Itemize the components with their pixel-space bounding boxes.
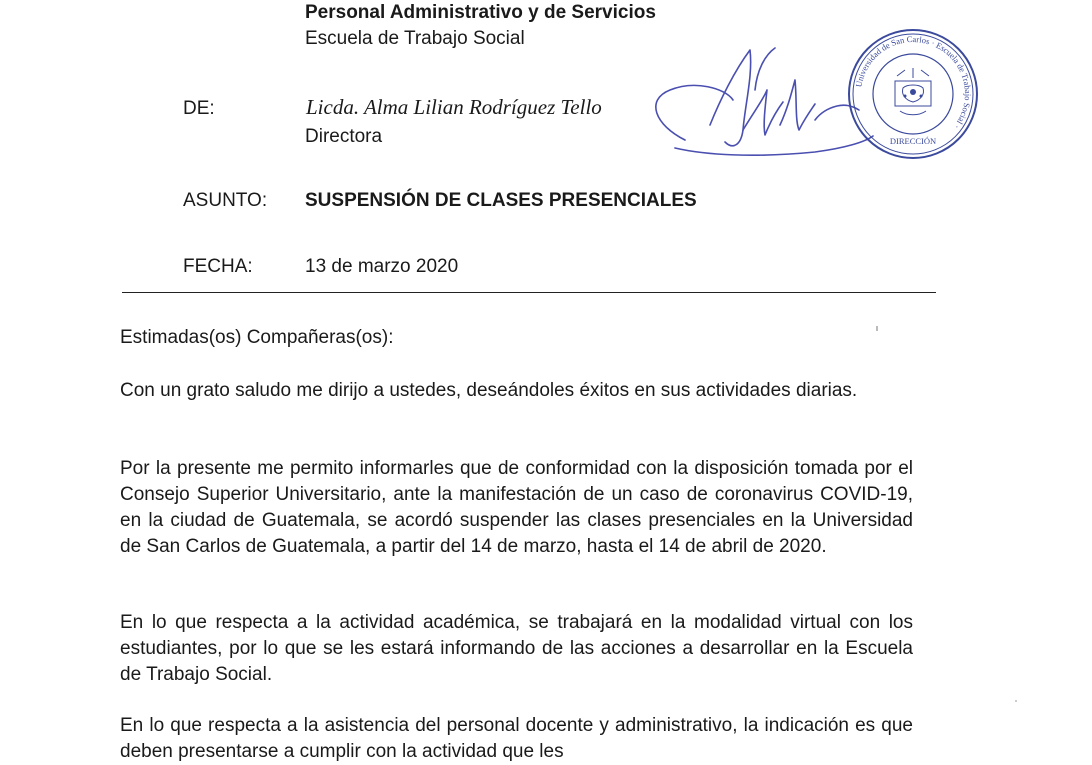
official-seal-stamp (845, 26, 981, 162)
svg-text:Universidad de San Carlos · Es: Universidad de San Carlos · Escuela de Trabajo Social · (853, 33, 974, 132)
scan-mark (1015, 700, 1017, 702)
date-label: FECHA: (183, 256, 253, 277)
subject-label: ASUNTO: (183, 190, 268, 211)
from-name: Licda. Alma Lilian Rodríguez Tello (306, 95, 602, 119)
greeting: Estimadas(os) Compañeras(os): (120, 327, 394, 348)
paragraph-4: En lo que respecta a la asistencia del personal docente y administrativo, la indicación es que deben presentarse a cumplir con la actividad que les (120, 715, 913, 762)
scan-mark (876, 326, 878, 331)
recipient-line-2: Escuela de Trabajo Social (305, 28, 525, 49)
paragraph-2: Por la presente me permito informarles que de conformidad con la disposición tomada por el Consejo Superior Universitario, ante la manifestación de un caso de coronavirus COVID-19, en la ciudad de Guatemala, se acordó suspender las clases presenciales en la Universidad de San Carlos de Guatemala, a partir del 14 de marzo, hasta el 14 de abril de 2020. (120, 458, 913, 557)
from-role: Directora (305, 126, 383, 147)
from-label: DE: (183, 98, 215, 119)
paragraph-1: Con un grato saludo me dirijo a ustedes, deseándoles éxitos en sus actividades diarias. (120, 380, 858, 401)
paragraph-3: En lo que respecta a la actividad académica, se trabajará en la modalidad virtual con los estudiantes, por lo que se les estará informando de las acciones a desarrollar en la Escuela de Trabajo Social. (120, 612, 913, 685)
signature-image (615, 30, 875, 180)
recipient-line-1: Personal Administrativo y de Servicios (305, 2, 656, 23)
header-divider (122, 292, 936, 293)
svg-text:DIRECCIÓN: DIRECCIÓN (889, 136, 937, 146)
date-value: 13 de marzo 2020 (305, 256, 459, 277)
subject-value: SUSPENSIÓN DE CLASES PRESENCIALES (305, 190, 697, 211)
